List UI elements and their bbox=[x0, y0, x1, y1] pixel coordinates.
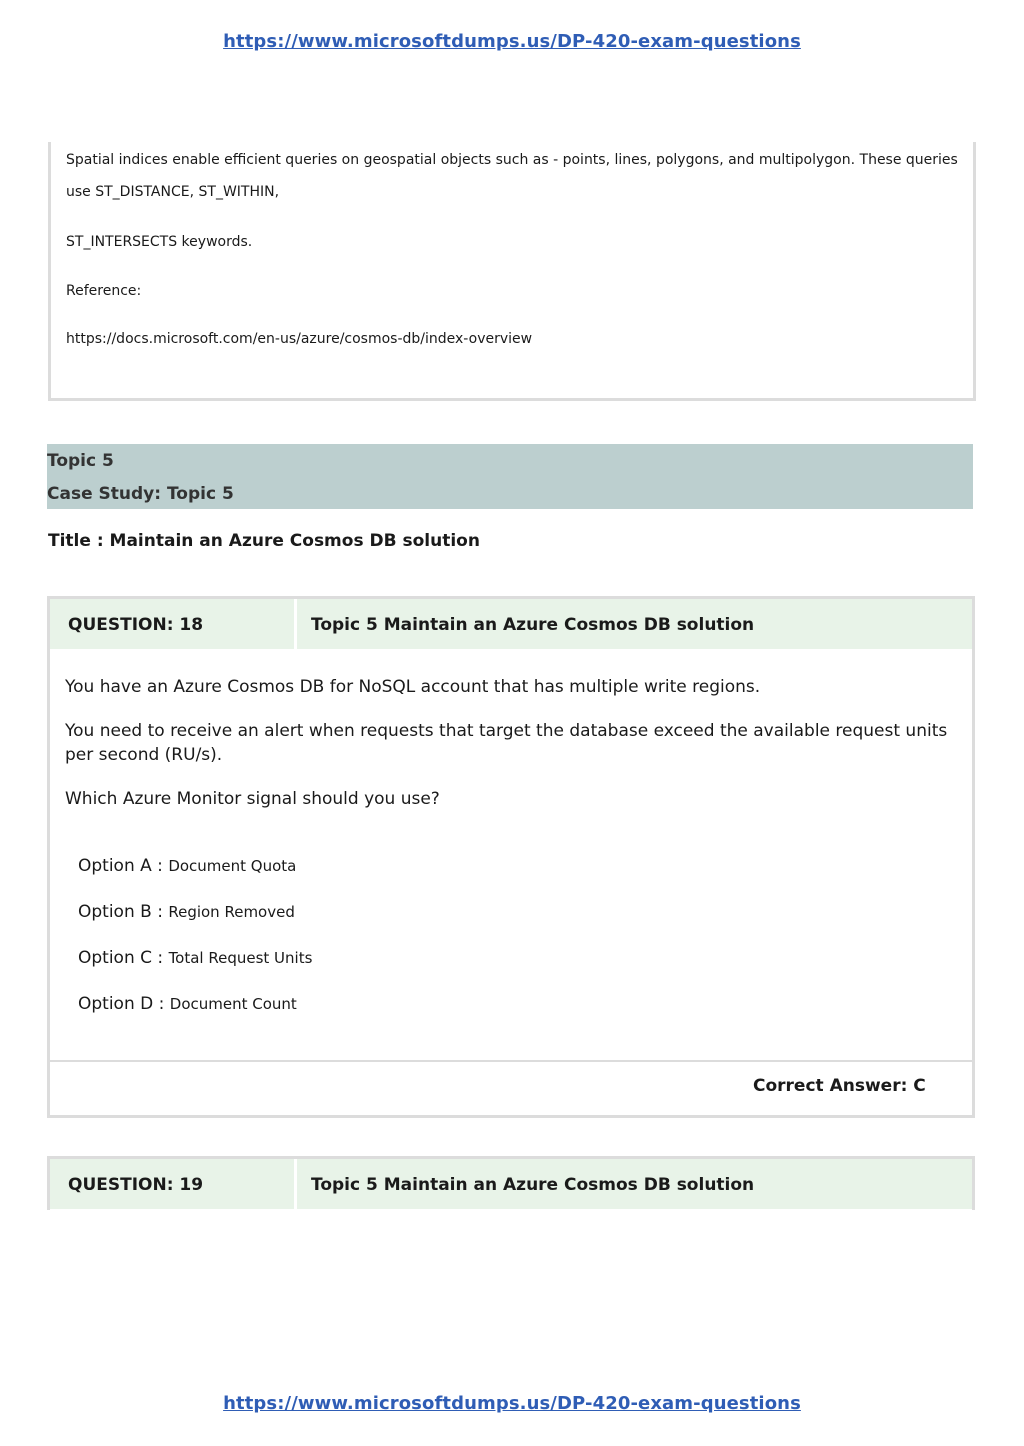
question-paragraph: You have an Azure Cosmos DB for NoSQL account that has multiple write regions. bbox=[65, 677, 761, 697]
question-topic: Topic 5 Maintain an Azure Cosmos DB solution bbox=[311, 615, 755, 635]
topic-band bbox=[47, 444, 973, 509]
header-divider bbox=[294, 599, 297, 649]
answer-divider bbox=[50, 1060, 972, 1062]
option-d[interactable] bbox=[78, 994, 297, 1014]
option-label: Option B : bbox=[78, 902, 163, 922]
option-b[interactable] bbox=[78, 902, 295, 922]
header-url-link[interactable]: https://www.microsoftdumps.us/DP-420-exam-questions bbox=[223, 31, 801, 52]
topic-heading: Topic 5 bbox=[47, 451, 114, 471]
option-value: Region Removed bbox=[168, 903, 295, 921]
explanation-line: Spatial indices enable efficient queries on geospatial objects such as - points, lines, polygons, and multipolygon. These queries bbox=[66, 152, 958, 168]
question-number: QUESTION: 18 bbox=[68, 615, 204, 635]
reference-url: https://docs.microsoft.com/en-us/azure/cosmos-db/index-overview bbox=[66, 331, 533, 347]
option-value: Total Request Units bbox=[168, 949, 313, 967]
question-paragraph: You need to receive an alert when requests that target the database exceed the available request units per second (RU/s). bbox=[65, 721, 948, 765]
header-divider bbox=[294, 1159, 297, 1209]
option-a[interactable] bbox=[78, 856, 296, 876]
page-title: Title : Maintain an Azure Cosmos DB solution bbox=[48, 531, 480, 551]
explanation-line: use ST_DISTANCE, ST_WITHIN, bbox=[66, 184, 280, 200]
option-label: Option A : bbox=[78, 856, 163, 876]
question-topic: Topic 5 Maintain an Azure Cosmos DB solution bbox=[311, 1175, 755, 1195]
question-card bbox=[47, 1156, 975, 1210]
question-header bbox=[50, 1159, 972, 1209]
correct-answer: Correct Answer: C bbox=[753, 1076, 926, 1096]
footer-url-link[interactable]: https://www.microsoftdumps.us/DP-420-exam-questions bbox=[223, 1393, 801, 1414]
option-value: Document Count bbox=[169, 995, 297, 1013]
option-value: Document Quota bbox=[168, 857, 297, 875]
reference-label: Reference: bbox=[66, 283, 142, 299]
option-label: Option D : bbox=[78, 994, 165, 1014]
explanation-line: ST_INTERSECTS keywords. bbox=[66, 234, 253, 250]
question-paragraph: Which Azure Monitor signal should you use? bbox=[65, 789, 440, 809]
question-number: QUESTION: 19 bbox=[68, 1175, 204, 1195]
question-header bbox=[50, 599, 972, 649]
previous-explanation-box bbox=[48, 142, 976, 401]
option-label: Option C : bbox=[78, 948, 164, 968]
question-card bbox=[47, 596, 975, 1118]
option-c[interactable] bbox=[78, 948, 312, 968]
case-study-heading: Case Study: Topic 5 bbox=[47, 484, 234, 504]
